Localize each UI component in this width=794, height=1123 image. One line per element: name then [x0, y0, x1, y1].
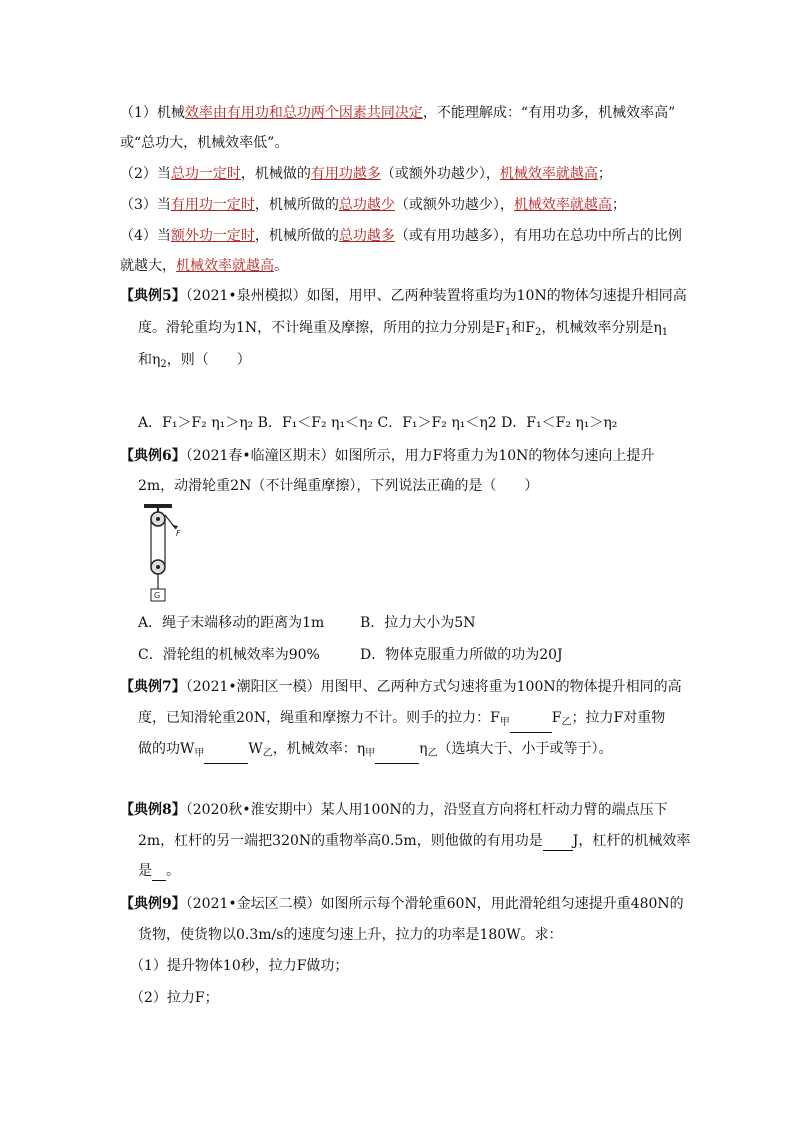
example-tag: 【典例6】 — [120, 448, 186, 464]
example-9-question-2 — [130, 988, 219, 1008]
text: （2021•金坛区二模）如图所示每个滑轮重60N，用此滑轮组匀速提升重480N的 — [185, 896, 684, 912]
text: ，则（ ） — [166, 352, 251, 368]
text: （2）拉力F； — [130, 990, 219, 1006]
subscript: 2 — [160, 359, 167, 370]
text: 或“总功大，机械效率低”。 — [120, 135, 289, 151]
text: （1）机械 — [120, 105, 185, 121]
text: （或有用功越多），有用功在总功中所占的比例 — [394, 228, 682, 244]
text: ； — [611, 197, 626, 213]
emphasis: 效率由有用功和总功两个因素共同决定 — [184, 105, 423, 121]
example-6-line-1 — [120, 446, 654, 466]
text: 和F — [511, 320, 535, 336]
answer-blank[interactable] — [543, 834, 573, 851]
example-5-line-1 — [120, 286, 687, 306]
point-1-cont — [120, 133, 288, 153]
text: η — [419, 741, 428, 757]
text: 是 — [138, 863, 152, 879]
example-7-line-1 — [120, 677, 682, 697]
weight-block — [151, 589, 165, 601]
text: 就越大， — [120, 258, 176, 274]
example-6-options-ab — [138, 613, 324, 633]
text: ； — [597, 166, 612, 182]
text: ，不能理解成：“有用功多，机械效率高” — [422, 105, 676, 121]
text: 做的功W — [138, 741, 195, 757]
text: 和η — [138, 352, 161, 368]
text: 货物，使货物以0.3m/s的速度匀速上升，拉力的功率是180W。求： — [138, 927, 563, 943]
option-b: B．拉力大小为5N — [360, 615, 476, 631]
text: （或额外功越少）， — [380, 166, 500, 182]
example-tag: 【典例5】 — [120, 288, 186, 304]
example-8-line-3 — [138, 861, 180, 881]
subscript: 2 — [534, 327, 542, 338]
example-6-line-2 — [138, 476, 538, 496]
option-c: C．滑轮组的机械效率为90% — [138, 647, 320, 663]
point-2 — [120, 164, 612, 184]
answer-blank[interactable] — [375, 747, 419, 764]
text: （选填大于、小于或等于）。 — [437, 741, 613, 757]
text: W — [248, 741, 263, 757]
text: （2）当 — [120, 166, 171, 182]
pulley-figure — [140, 503, 186, 603]
text: 2m，动滑轮重2N（不计绳重摩擦），下列说法正确的是（ ） — [138, 478, 539, 494]
text: ，机械效率分别是η — [541, 320, 662, 336]
subscript: 乙 — [262, 748, 273, 759]
text: ，机械所做的 — [254, 197, 339, 213]
emphasis: 额外功一定时 — [170, 228, 255, 244]
subscript: 甲 — [365, 748, 376, 759]
text: 度，已知滑轮重20N，绳重和摩擦力不计。则手的拉力：F — [138, 710, 500, 726]
emphasis: 机械效率就越高 — [176, 258, 274, 274]
text: （2020秋•淮安期中）某人用100N的力，沿竖直方向将杠杆动力臂的端点压下 — [185, 802, 668, 818]
subscript: 1 — [661, 327, 669, 338]
example-tag: 【典例8】 — [120, 802, 186, 818]
text: （2021•泉州模拟）如图，用甲、乙两种装置将重均为10N的物体匀速提升相同高 — [185, 288, 687, 304]
answer-blank[interactable] — [152, 864, 166, 881]
fixed-pulley — [151, 512, 165, 526]
subscript: 乙 — [561, 717, 572, 728]
force-label: F — [176, 529, 181, 538]
emphasis: 有用功一定时 — [170, 197, 255, 213]
text: ，机械做的 — [240, 166, 311, 182]
example-6-option-c — [138, 645, 320, 665]
example-5-options — [138, 413, 617, 433]
example-6-option-b — [360, 613, 475, 633]
example-9-line-1 — [120, 894, 684, 914]
point-1 — [120, 103, 675, 123]
movable-pulley — [151, 560, 165, 589]
emphasis: 总功越多 — [338, 228, 395, 244]
emphasis: 总功越少 — [338, 197, 395, 213]
emphasis: 总功一定时 — [170, 166, 241, 182]
subscript: 甲 — [499, 717, 510, 728]
text: （3）当 — [120, 197, 171, 213]
option-d: D．物体克服重力所做的功为20J — [360, 647, 563, 663]
example-9-line-2 — [138, 925, 563, 945]
text: 2m，杠杆的另一端把320N的重物举高0.5m，则他做的有用功是 — [138, 833, 543, 849]
options-text: A．F₁＞F₂ η₁＞η₂ B．F₁＜F₂ η₁＜η₂ C．F₁＞F₂ η₁＜η2 D．F₁＜F₂ η₁＞η₂ — [138, 415, 618, 431]
text: 度。滑轮重均为1N，不计绳重及摩擦，所用的拉力分别是F — [138, 320, 505, 336]
example-tag: 【典例7】 — [120, 679, 186, 695]
example-7-line-3 — [138, 739, 613, 764]
text: J，杠杆的机械效率 — [572, 833, 691, 849]
example-5-line-2 — [138, 318, 668, 343]
example-tag: 【典例9】 — [120, 896, 186, 912]
emphasis: 有用功越多 — [310, 166, 381, 182]
text: F — [551, 710, 562, 726]
answer-blank[interactable] — [204, 747, 248, 764]
example-5-line-3 — [138, 350, 251, 375]
text: （或额外功越少）， — [394, 197, 514, 213]
point-4-cont — [120, 256, 288, 276]
example-8-line-1 — [120, 800, 668, 820]
emphasis: 机械效率就越高 — [513, 197, 612, 213]
text: 。 — [274, 258, 288, 274]
example-8-line-2 — [138, 831, 690, 851]
subscript: 甲 — [194, 748, 205, 759]
point-3 — [120, 195, 626, 215]
text: ，机械效率：η — [272, 741, 366, 757]
text: （2021•潮阳区一模）用图甲、乙两种方式匀速将重为100N的物体提升相同的高 — [185, 679, 682, 695]
text: （4）当 — [120, 228, 171, 244]
example-9-question-1 — [130, 956, 348, 976]
weight-label: G — [154, 591, 161, 600]
point-4 — [120, 226, 682, 246]
example-7-line-2 — [138, 708, 665, 733]
text: （2021春•临潼区期末）如图所示，用力F将重力为10N的物体匀速向上提升 — [185, 448, 655, 464]
text: （1）提升物体10秒，拉力F做功； — [130, 958, 349, 974]
option-a: A．绳子末端移动的距离为1m — [138, 615, 325, 631]
text: ，机械所做的 — [254, 228, 339, 244]
subscript: 乙 — [427, 748, 438, 759]
subscript: 1 — [504, 327, 512, 338]
emphasis: 机械效率就越高 — [499, 166, 598, 182]
example-6-option-d — [360, 645, 563, 665]
text: 。 — [166, 863, 180, 879]
answer-blank[interactable] — [510, 716, 552, 733]
text: ；拉力F对重物 — [571, 710, 666, 726]
